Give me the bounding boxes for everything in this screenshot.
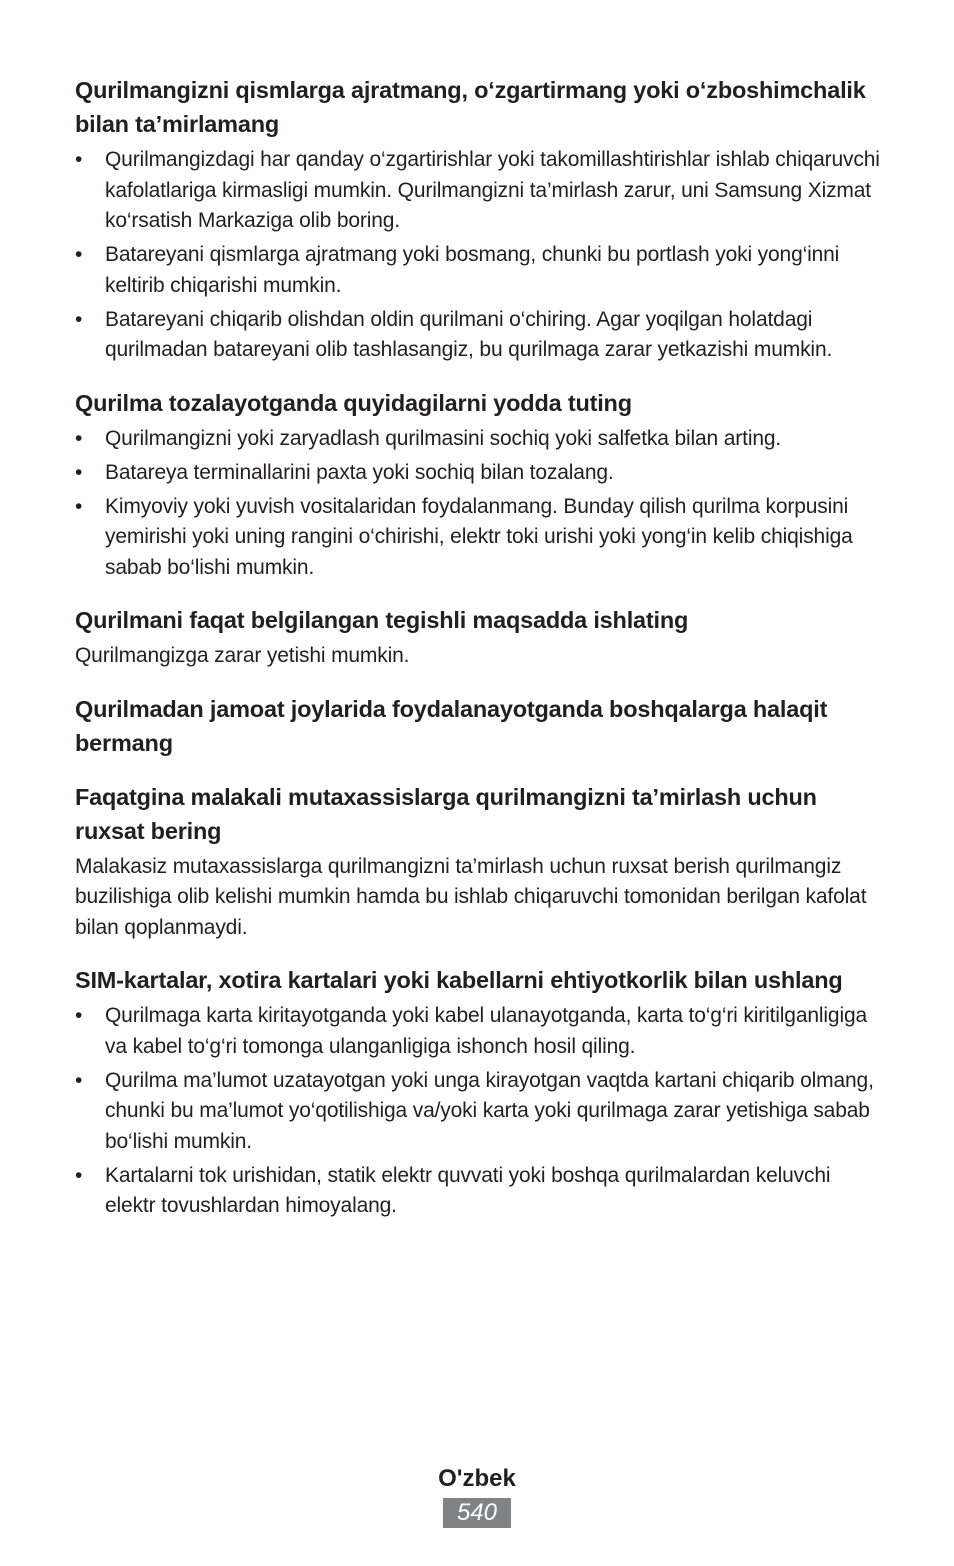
- section-heading: Faqatgina malakali mutaxassislarga qurilmangizni ta’mirlash uchun ruxsat bering: [75, 783, 817, 844]
- section-heading: Qurilmadan jamoat joylarida foydalanayotganda boshqalarga halaqit bermang: [75, 695, 828, 756]
- list-item-text: Kimyoviy yoki yuvish vositalaridan foydalanmang. Bunday qilish qurilma korpusini yemirishi yoki uning rangini o‘chirishi, elektr toki urishi yoki yong‘in kelib chiqishiga sabab bo‘lishi mumkin.: [105, 494, 853, 579]
- section-qualified-service: [75, 780, 885, 944]
- section-heading: SIM-kartalar, xotira kartalari yoki kabellarni ehtiyotkorlik bilan ushlang: [75, 967, 843, 993]
- list-item: [75, 492, 885, 584]
- section-heading: Qurilmani faqat belgilangan tegishli maqsadda ishlating: [75, 607, 689, 633]
- section-heading: Qurilmangizni qismlarga ajratmang, o‘zgartirmang yoki o‘zboshimchalik bilan ta’mirlamang: [75, 77, 866, 137]
- section-cleaning: [75, 386, 885, 584]
- page-number: 540: [443, 1498, 511, 1528]
- bullet-icon: •: [75, 1163, 83, 1187]
- section-public-places: [75, 692, 885, 760]
- list-item-text: Batareyani qismlarga ajratmang yoki bosmang, chunki bu portlash yoki yong‘inni keltirib chiqarishi mumkin.: [105, 243, 840, 297]
- list-item: [75, 424, 885, 455]
- list-item: [75, 305, 885, 366]
- list-item: [75, 240, 885, 301]
- section-text: Malakasiz mutaxassislarga qurilmangizni ta’mirlash uchun ruxsat berish qurilmangiz buzilishiga olib kelishi mumkin hamda bu ishlab chiqaruvchi tomonidan berilgan kafolat bilan qoplanmaydi.: [75, 854, 867, 939]
- bullet-list: [75, 424, 885, 584]
- bullet-icon: •: [75, 243, 83, 266]
- list-item: [75, 458, 885, 489]
- list-item: [75, 145, 885, 237]
- section-text: Qurilmangizga zarar yetishi mumkin.: [75, 644, 410, 667]
- bullet-icon: •: [75, 1004, 83, 1027]
- page-footer: [0, 1462, 954, 1528]
- list-item-text: Qurilmangizni yoki zaryadlash qurilmasini sochiq yoki salfetka bilan arting.: [105, 426, 782, 450]
- section-heading: Qurilma tozalayotganda quyidagilarni yodda tuting: [75, 389, 632, 416]
- section-intended-use: [75, 603, 885, 672]
- footer-language: O'zbek: [438, 1465, 516, 1492]
- bullet-list: [75, 1001, 885, 1222]
- section-cards-cables: [75, 963, 885, 1222]
- bullet-icon: •: [75, 1068, 83, 1092]
- list-item: [75, 1066, 885, 1158]
- list-item-text: Batareya terminallarini paxta yoki sochiq bilan tozalang.: [105, 460, 614, 484]
- list-item-text: Kartalarni tok urishidan, statik elektr quvvati yoki boshqa qurilmalardan keluvchi elektr tovushlardan himoyalang.: [105, 1163, 831, 1217]
- list-item: [75, 1161, 885, 1222]
- list-item-text: Qurilmaga karta kiritayotganda yoki kabel ulanayotganda, karta to‘g‘ri kiritilganligiga va kabel to‘g‘ri tomonga ulanganligiga ishonch hosil qiling.: [105, 1004, 868, 1058]
- bullet-icon: •: [75, 460, 83, 484]
- bullet-icon: •: [75, 426, 83, 450]
- list-item: [75, 1001, 885, 1062]
- bullet-list: [75, 145, 885, 366]
- list-item-text: Qurilmangizdagi har qanday o‘zgartirishlar yoki takomillashtirishlar ishlab chiqaruvchi kafolatlariga kirmasligi mumkin. Qurilmangizni ta’mirlash zarur, uni Samsung Xizmat ko‘rsatish Markaziga olib boring.: [105, 148, 880, 232]
- list-item-text: Qurilma ma’lumot uzatayotgan yoki unga kirayotgan vaqtda kartani chiqarib olmang, chunki bu ma’lumot yo‘qotilishiga va/yoki karta yoki qurilmaga zarar yetishiga sabab bo‘lishi mumkin.: [105, 1068, 874, 1153]
- bullet-icon: •: [75, 148, 83, 171]
- section-disassembly: [75, 73, 885, 366]
- manual-content: [75, 73, 885, 1242]
- bullet-icon: •: [75, 307, 83, 331]
- bullet-icon: •: [75, 494, 83, 518]
- list-item-text: Batareyani chiqarib olishdan oldin qurilmani o‘chiring. Agar yoqilgan holatdagi qurilmadan batareyani olib tashlasangiz, bu qurilmaga zarar yetkazishi mumkin.: [105, 307, 833, 361]
